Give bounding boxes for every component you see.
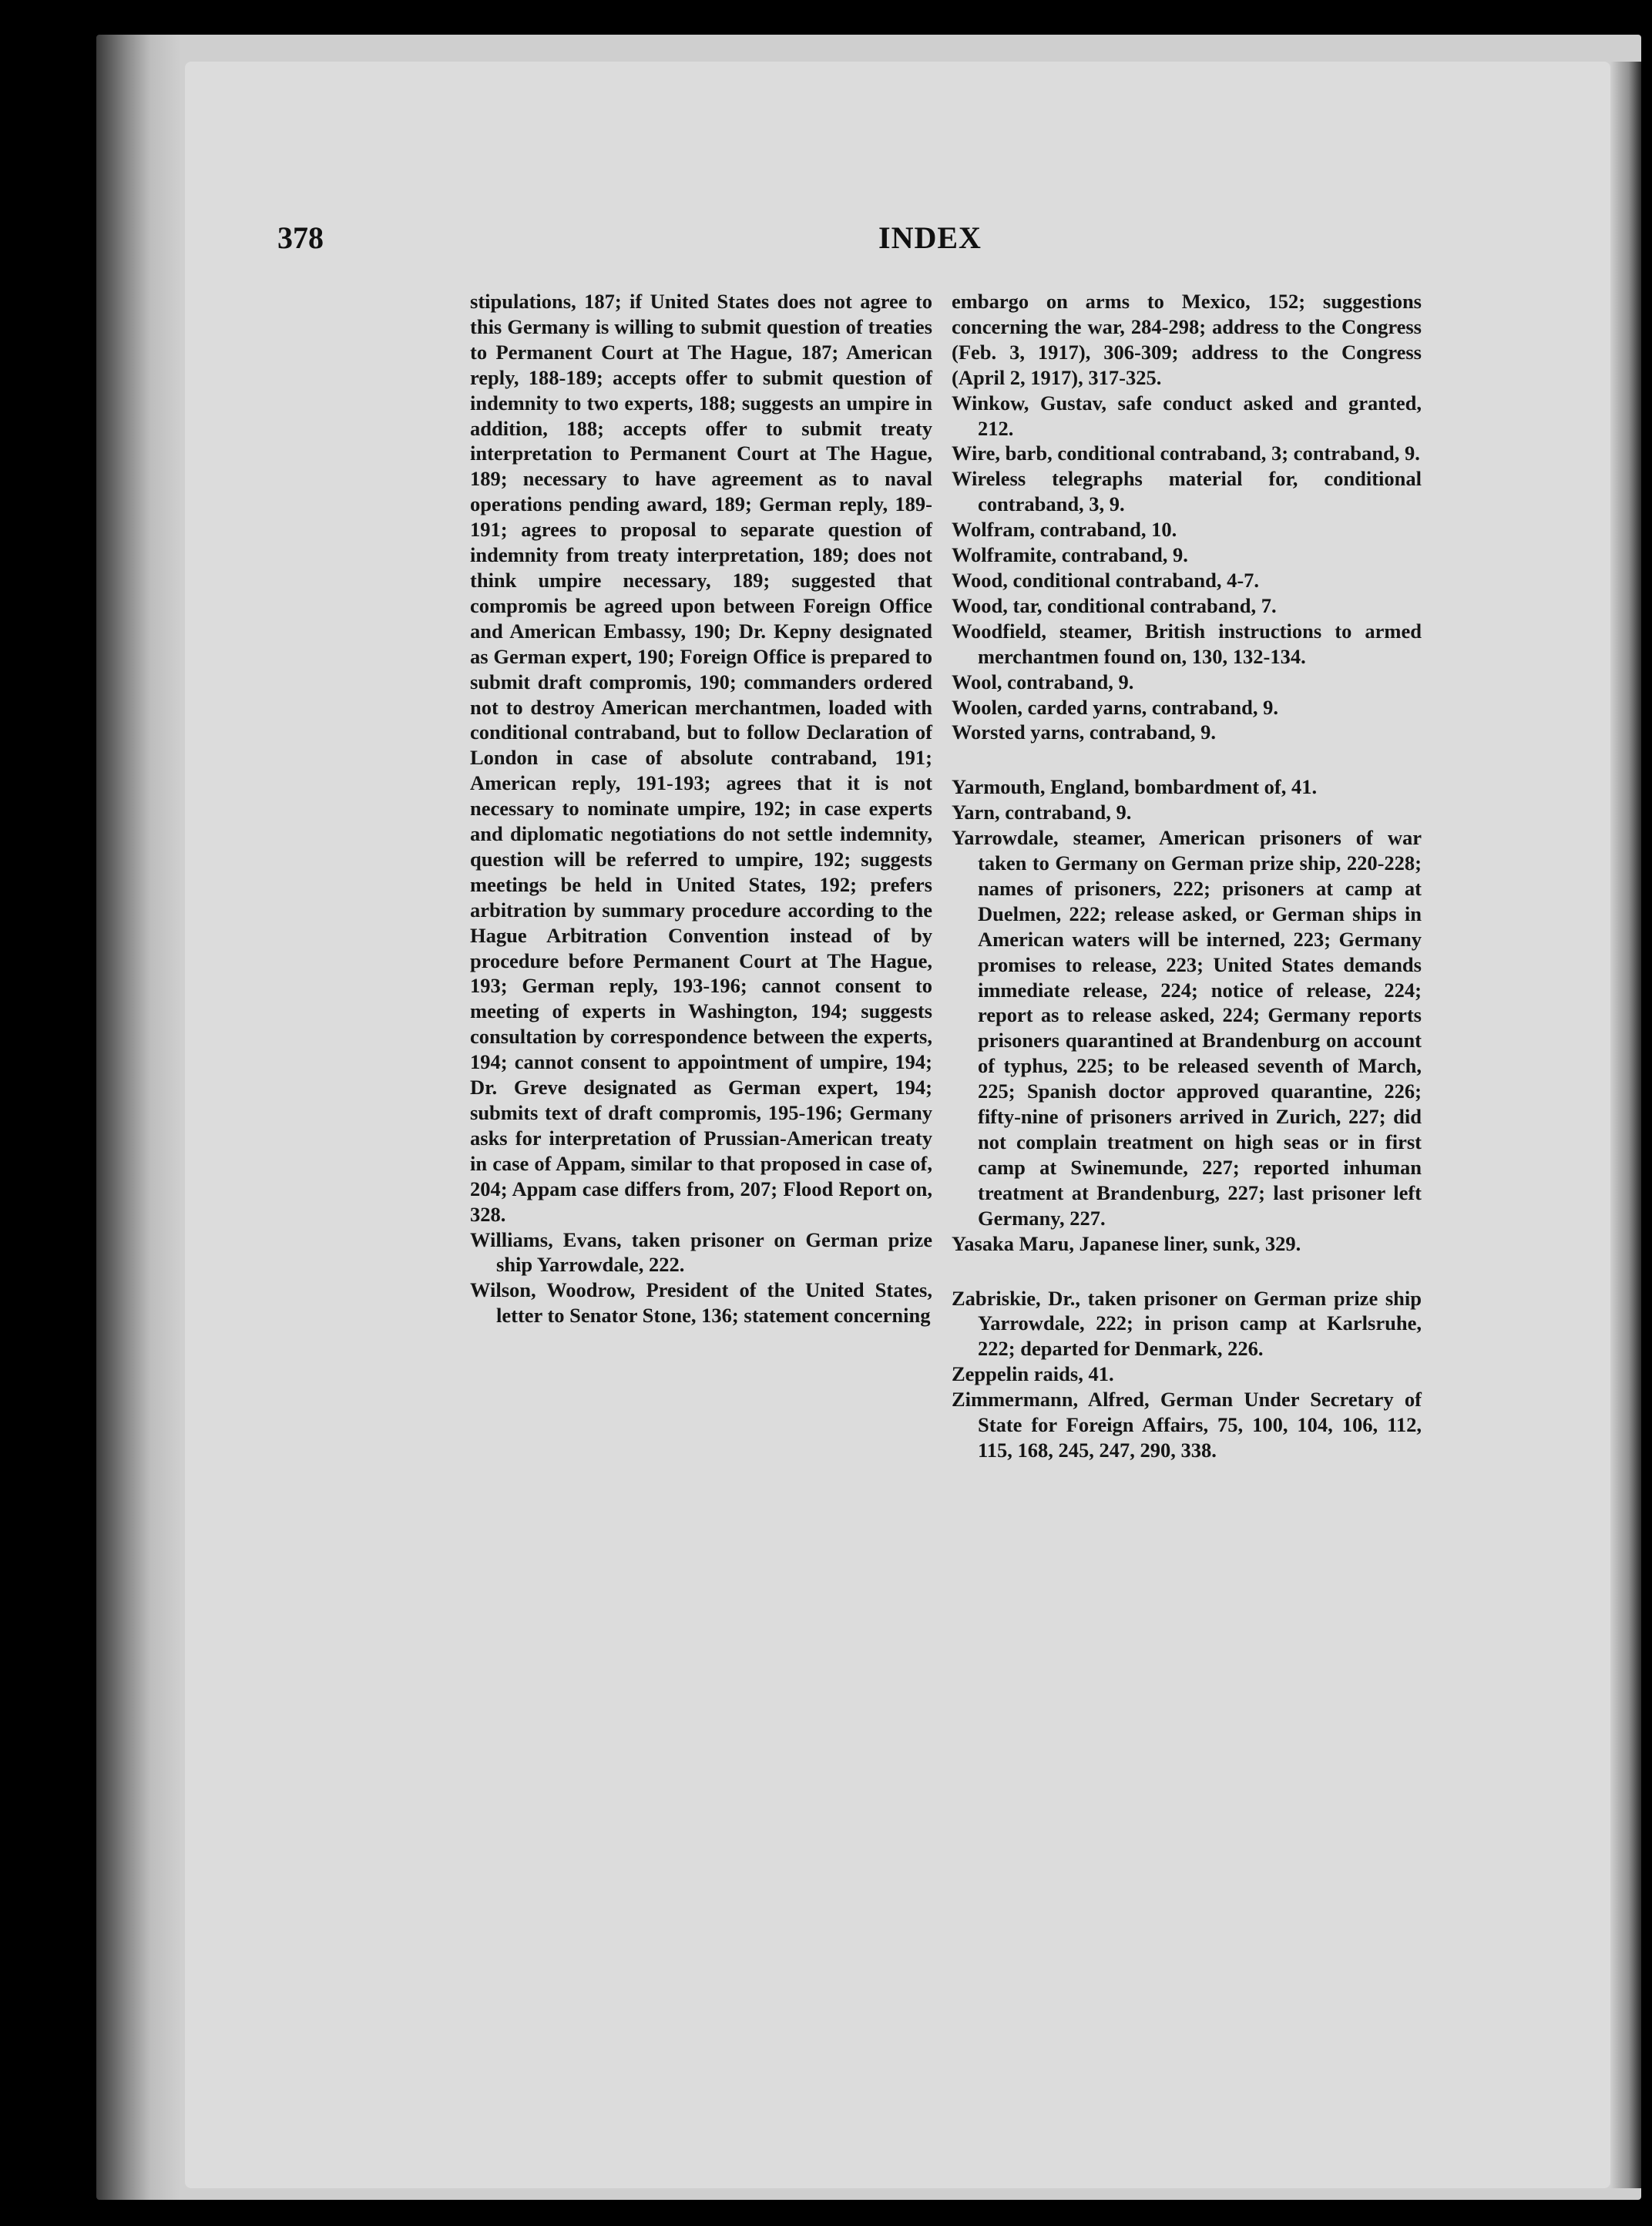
index-entry: Zimmermann, Alfred, German Under Secretary of State for Foreign Affairs, 75, 100, 104, 106, 112, 115, 168, 245, 247, 290, 338. (952, 1388, 1422, 1462)
page-gutter-shadow (1610, 62, 1641, 2188)
index-entry: Woodfield, steamer, British instructions to armed merchantmen found on, 130, 132-134. (952, 619, 1422, 668)
index-entry: Worsted yarns, contraband, 9. (952, 720, 1217, 744)
index-entry: Wolfram, contraband, 10. (952, 518, 1177, 542)
index-entry: Wood, tar, conditional contraband, 7. (952, 593, 1277, 617)
index-entry: Winkow, Gustav, safe conduct asked and granted, 212. (952, 391, 1422, 440)
index-entry: Yarn, contraband, 9. (952, 801, 1132, 824)
page-header (0, 220, 1652, 266)
index-entry: Yarrowdale, steamer, American prisoners of war taken to Germany on German prize ship, 220-228; names of prisoners, 222; prisoners at camp at Duelmen, 222; release asked, or German ships in American waters will be interned, 223; Germany promises to release, 223; United States demands immediate release, 224; notice of release, 224; report as to release asked, 224; Germany reports prisoners quarantined at Brandenburg on account of typhus, 225; to be released seventh of March, 225; Spanish doctor approved quarantine, 226; fifty-nine of prisoners arrived in Zurich, 227; did not complain treatment on high seas or in first camp at Swinemunde, 227; reported inhuman treatment at Brandenburg, 227; last prisoner left Germany, 227. (952, 826, 1422, 1230)
letter-section-gap (952, 1257, 1422, 1286)
index-entry: Williams, Evans, taken prisoner on German prize ship Yarrowdale, 222. (470, 1227, 932, 1277)
index-entry: Zabriskie, Dr., taken prisoner on German prize ship Yarrowdale, 222; in prison camp at Karlsruhe, 222; departed for Denmark, 226. (952, 1286, 1422, 1361)
index-entry-continued: embargo on arms to Mexico, 152; suggestions concerning the war, 284-298; address to the Congress (Feb. 3, 1917), 306-309; address to the Congress (April 2, 1917), 317-325. (952, 290, 1422, 389)
index-entry: Zeppelin raids, 41. (952, 1362, 1114, 1386)
index-entry: Yasaka Maru, Japanese liner, sunk, 329. (952, 1231, 1301, 1255)
index-column-left (470, 289, 932, 1328)
index-entry: Wood, conditional contraband, 4-7. (952, 568, 1260, 592)
index-entry: Wireless telegraphs material for, conditional contraband, 3, 9. (952, 467, 1422, 516)
running-head: INDEX (878, 220, 982, 255)
index-entry: Woolen, carded yarns, contraband, 9. (952, 695, 1279, 719)
index-entry: Yarmouth, England, bombardment of, 41. (952, 775, 1318, 799)
index-entry: Wire, barb, conditional contraband, 3; contraband, 9. (952, 442, 1420, 465)
index-entry: Wool, contraband, 9. (952, 670, 1134, 693)
index-entry: Wilson, Woodrow, President of the United States, letter to Senator Stone, 136; statement concerning (470, 1278, 932, 1328)
index-entry-continued: stipulations, 187; if United States does not agree to this Germany is willing to submit question of treaties to Permanent Court at The Hague, 187; American reply, 188-189; accepts offer to submit question of indemnity to two experts, 188; suggests an umpire in addition, 188; accepts offer to submit treaty interpretation to Permanent Court at The Hague, 189; necessary to have agreement as to naval operations pending award, 189; German reply, 189-191; agrees to proposal to separate question of indemnity from treaty interpretation, 189; does not think umpire necessary, 189; suggested that compromis be agreed upon between Foreign Office and American Embassy, 190; Dr. Kepny designated as German expert, 190; Foreign Office is prepared to submit draft compromis, 190; commanders ordered not to destroy American merchantmen, loaded with conditional contraband, but to follow Declaration of London in case of absolute contraband, 191; American reply, 191-193; agrees that it is not necessary to nominate umpire, 192; in case experts and diplomatic negotiations do not settle indemnity, question will be referred to umpire, 192; suggests meetings be held in United States, 192; prefers arbitration by summary procedure according to the Hague Arbitration Convention instead of by procedure before Permanent Court at The Hague, 193; German reply, 193-196; cannot consent to meeting of experts in Washington, 194; suggests consultation by correspondence between the experts, 194; cannot consent to appointment of umpire, 194; Dr. Greve designated as German expert, 194; submits text of draft compromis, 195-196; Germany asks for interpretation of Prussian-American treaty in case of Appam, similar to that proposed in case of, 204; Appam case differs from, 207; Flood Report on, 328. (470, 290, 932, 1226)
index-column-right (952, 289, 1422, 1463)
page-number: 378 (277, 220, 324, 255)
index-entry: Wolframite, contraband, 9. (952, 543, 1188, 567)
letter-section-gap (952, 745, 1422, 774)
